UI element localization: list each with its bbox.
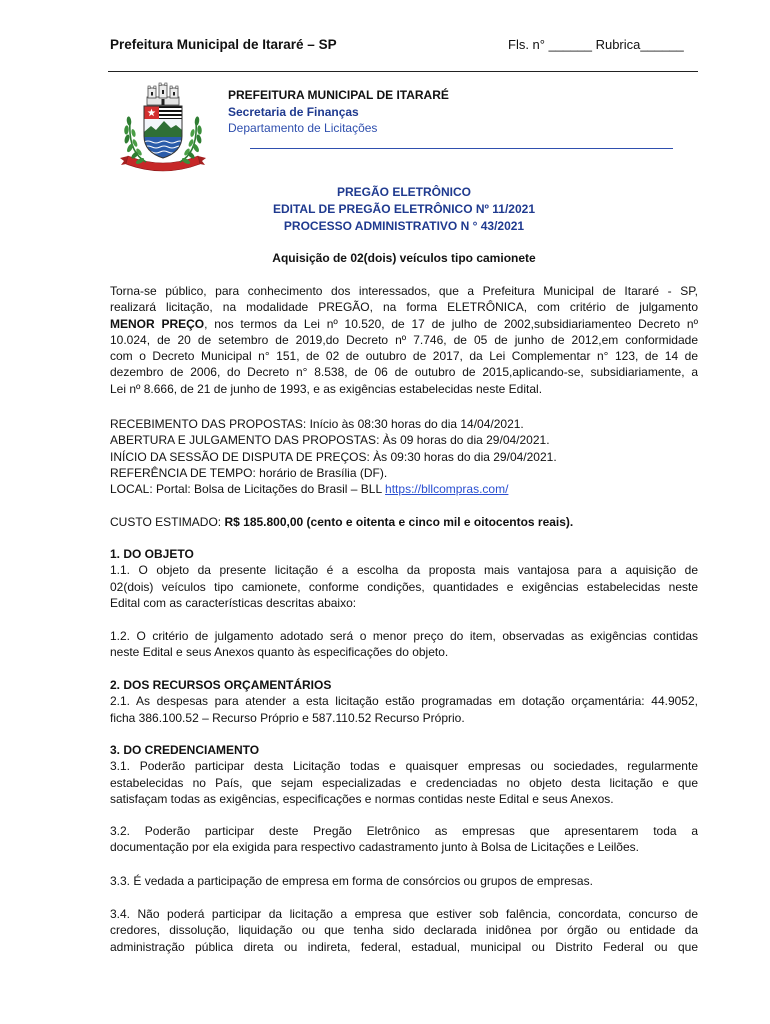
time-reference-line: REFERÊNCIA DE TEMPO: horário de Brasília (DF). <box>110 465 388 480</box>
notice-type: PREGÃO ELETRÔNICO <box>336 185 471 199</box>
clause-1-1-line: 1.1. O objeto da presente licitação é a escolha da proposta mais vantajosa para a aquisição de <box>110 563 698 578</box>
org-name: PREFEITURA MUNICIPAL DE ITARARÉ <box>228 88 449 102</box>
process-number: PROCESSO ADMINISTRATIVO N ° 43/2021 <box>283 219 525 233</box>
estimated-cost-label: CUSTO ESTIMADO: <box>110 515 225 529</box>
paragraph-line: realizará licitação, na modalidade PREGÃO, na forma ELETRÔNICA, com critério de julgamento <box>110 300 698 315</box>
clause-1-2-line: neste Edital e seus Anexos quanto às especificações do objeto. <box>110 645 449 660</box>
clause-1-1-line: Edital com as características descritas abaixo: <box>110 595 357 610</box>
notice-edital-number: EDITAL DE PREGÃO ELETRÔNICO Nº 11/2021 <box>272 202 535 216</box>
org-underline <box>250 148 673 149</box>
secretariat-name: Secretaria de Finanças <box>228 104 359 119</box>
portal-link[interactable]: https://bllcompras.com/ <box>385 482 509 497</box>
clause-3-4 <box>110 906 698 955</box>
paragraph-line: com o Decreto Municipal n° 151, de 02 de outubro de 2017, da Lei Complementar n° 123, de 14 de <box>110 349 698 364</box>
page-header-title: Prefeitura Municipal de Itararé – SP <box>110 37 337 52</box>
section-3 <box>110 742 698 807</box>
section-2 <box>110 677 698 726</box>
estimated-cost-line <box>110 514 698 530</box>
section-1 <box>110 546 698 611</box>
coat-of-arms-icon <box>114 82 212 174</box>
clause-3-2 <box>110 823 698 856</box>
dispute-session-line: INÍCIO DA SESSÃO DE DISPUTA DE PREÇOS: Às 09:30 horas do dia 29/04/2021. <box>110 449 557 464</box>
clause-1-1-line: 02(dois) veículos tipo camionete, conforme condições, quantidades e exigências estabelecidas neste <box>110 579 698 594</box>
clause-3-3 <box>110 873 698 889</box>
paragraph-line <box>110 316 698 332</box>
proposal-opening-line: ABERTURA E JULGAMENTO DAS PROPOSTAS: Às 09 horas do dia 29/04/2021. <box>110 433 550 448</box>
clause-2-1-line: ficha 386.100.52 – Recurso Próprio e 587.110.52 Recurso Próprio. <box>110 710 465 725</box>
header-rule <box>108 71 698 72</box>
schedule-block <box>110 416 698 497</box>
paragraph-text: , nos termos da Lei nº 10.520, de 17 de julho de 2002,subsidiariamenteo Decreto nº <box>204 316 698 331</box>
clause-3-2-line: 3.2. Poderão participar deste Pregão Eletrônico as empresas que apresentarem toda a <box>110 824 698 838</box>
section-heading: 1. DO OBJETO <box>110 547 194 561</box>
notice-title-block <box>110 184 698 235</box>
department-name: Departamento de Licitações <box>228 121 378 135</box>
paragraph-line: 10.024, de 20 de setembro de 2019,do Decreto nº 7.746, de 05 de junho de 2012,em conformidade <box>110 332 698 347</box>
location-line <box>110 481 698 497</box>
clause-3-1-line: satisfaçam todas as exigências, especificações e normas contidas neste Edital e seus Anexos. <box>110 791 614 806</box>
emblem-shield <box>144 106 184 159</box>
clause-3-4-line: administração pública direta ou indireta, federal, estadual, municipal ou Distrito Federal ou que <box>110 939 698 954</box>
paragraph-line: Torna-se público, para conhecimento dos interessados, que a Prefeitura Municipal de Itararé - SP, <box>110 284 698 298</box>
estimated-cost-value: R$ 185.800,00 (cento e oitenta e cinco mil e oitocentos reais). <box>224 515 574 529</box>
paragraph-line: dezembro de 2006, do Decreto n° 8.538, de 06 de outubro de 2015,aplicando-se, subsidiariamente, a <box>110 365 698 380</box>
clause-3-3-line: 3.3. É vedada a participação de empresa em forma de consórcios ou grupos de empresas. <box>110 874 593 888</box>
clause-2-1-line: 2.1. As despesas para atender a esta licitação estão programadas em dotação orçamentária: 44.9052, <box>110 694 698 709</box>
clause-1-2-line: 1.2. O critério de julgamento adotado será o menor preço do item, observadas as exigências contidas <box>110 629 698 643</box>
clause-3-4-line: credores, dissolução, liquidação ou que tenha sido declarada inidônea por órgão ou entidade da <box>110 923 698 938</box>
emblem-crown <box>147 83 179 105</box>
clause-3-1-line: 3.1. Poderão participar desta Licitação todas e quaisquer empresas ou sociedades, regularmente <box>110 759 698 774</box>
proposal-receipt-line: RECEBIMENTO DAS PROPOSTAS: Início às 08:30 horas do dia 14/04/2021. <box>110 417 524 431</box>
paragraph-line: Lei nº 8.666, de 21 de junho de 1993, e as exigências estabelecidas neste Edital. <box>110 381 543 396</box>
organization-block <box>228 87 449 137</box>
page-number-rubric-field: Fls. n° ______ Rubrica______ <box>508 37 684 52</box>
clause-3-4-line: 3.4. Não poderá participar da licitação a empresa que estiver sob falência, concordata, concurso de <box>110 907 698 921</box>
clause-3-2-line: documentação por ela exigida para respectivo cadastramento junto à Bolsa de Licitações e Leilões. <box>110 840 639 855</box>
subject-heading: Aquisição de 02(dois) veículos tipo camionete <box>272 251 536 265</box>
section-heading: 3. DO CREDENCIAMENTO <box>110 743 260 757</box>
clause-3-1-line: estabelecidas no País, que sejam especializadas e credenciadas no objeto desta licitação e que <box>110 775 698 790</box>
intro-paragraph <box>110 283 698 397</box>
section-heading: 2. DOS RECURSOS ORÇAMENTÁRIOS <box>110 678 332 692</box>
clause-1-2 <box>110 628 698 661</box>
location-label: LOCAL: Portal: Bolsa de Licitações do Brasil – BLL <box>110 482 386 497</box>
judgment-criterion: MENOR PREÇO <box>110 316 205 331</box>
